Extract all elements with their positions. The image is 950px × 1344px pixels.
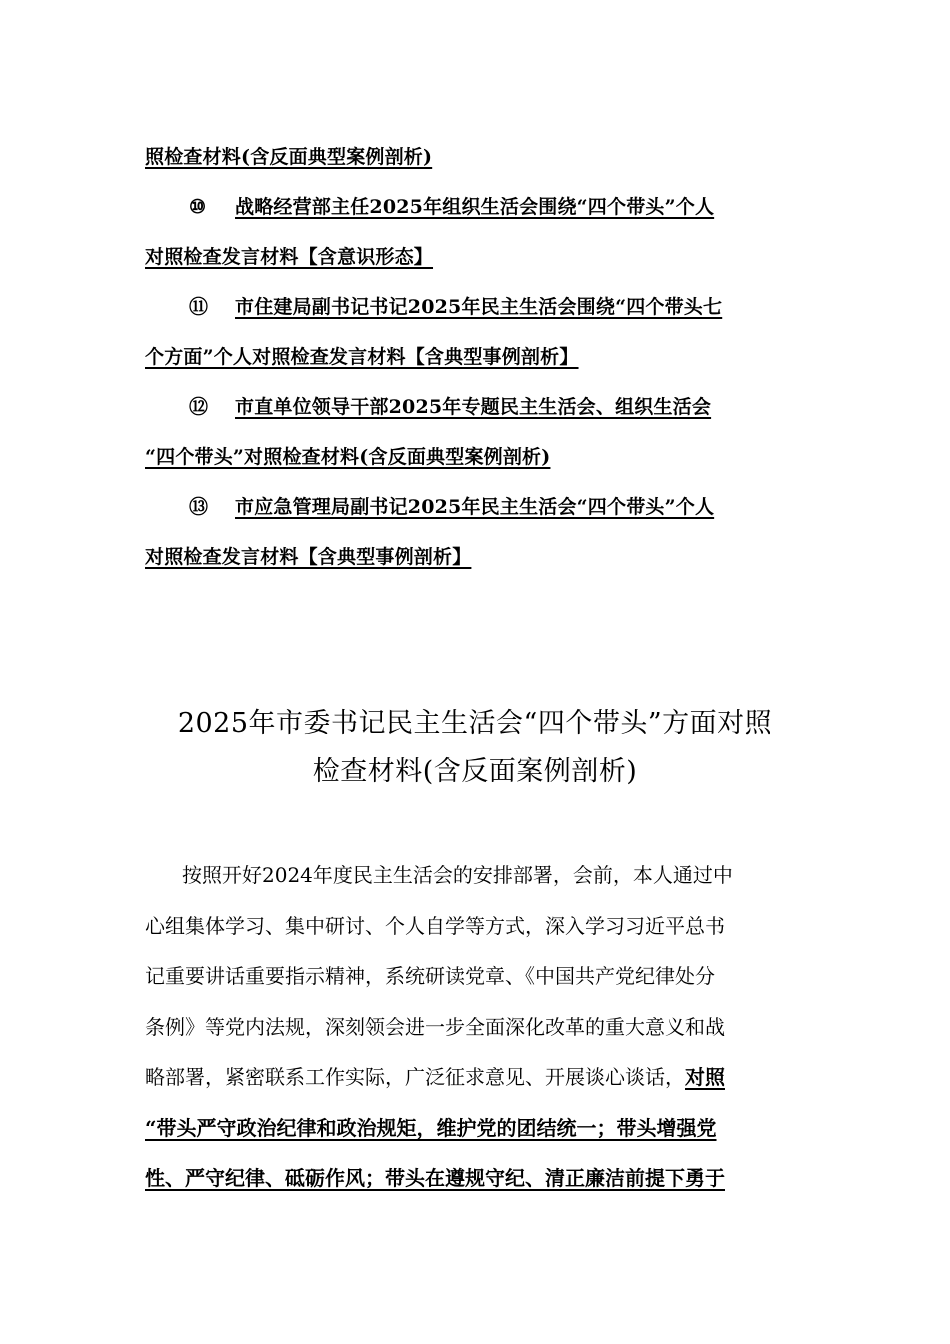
emphasis-text: “带头严守政治纪律和政治规矩，维护党的团结统一；带头增强党 [145, 1115, 717, 1140]
toc-item-number: ⑫ [189, 396, 209, 418]
toc-item-11[interactable] [145, 282, 805, 332]
toc-link-text[interactable]: “四个带头”对照检查材料(含反面典型案例剖析) [145, 446, 551, 468]
toc-item-number: ⑬ [189, 496, 209, 518]
toc-link-text[interactable]: 战略经营部主任2025年组织生活会围绕“四个带头”个人 [235, 196, 715, 218]
title-line: 2025年市委书记民主生活会“四个带头”方面对照 [177, 708, 773, 739]
body-text: 略部署，紧密联系工作实际，广泛征求意见、开展谈心谈话， [145, 1065, 685, 1089]
body-paragraph [145, 850, 807, 1204]
toc-line[interactable] [145, 332, 805, 382]
toc-list [145, 132, 805, 582]
toc-link-text[interactable]: 照检查材料(含反面典型案例剖析) [145, 146, 433, 168]
toc-link-text[interactable]: 对照检查发言材料【含典型事例剖析】 [145, 546, 472, 568]
body-line [145, 1052, 807, 1103]
toc-link-text[interactable]: 个方面”个人对照检查发言材料【含典型事例剖析】 [145, 346, 579, 368]
toc-line[interactable] [145, 132, 805, 182]
emphasis-text: 对照 [685, 1065, 725, 1089]
toc-link-text[interactable]: 对照检查发言材料【含意识形态】 [145, 246, 434, 268]
body-line: 按照开好2024年度民主生活会的安排部署，会前，本人通过中 [182, 863, 733, 887]
toc-line[interactable] [145, 532, 805, 582]
body-line: 记重要讲话重要指示精神，系统研读党章、《中国共产党纪律处分 [145, 964, 715, 988]
toc-link-text[interactable]: 市直单位领导干部2025年专题民主生活会、组织生活会 [235, 396, 712, 418]
title-line: 检查材料(含反面案例剖析) [312, 756, 638, 787]
body-line: 心组集体学习、集中研讨、个人自学等方式，深入学习习近平总书 [145, 913, 725, 938]
document-title [100, 700, 850, 796]
emphasis-text: 性、严守纪律、砥砺作风；带头在遵规守纪、清正廉洁前提下勇于 [145, 1166, 725, 1190]
toc-link-text[interactable]: 市应急管理局副书记2025年民主生活会“四个带头”个人 [235, 496, 715, 518]
toc-item-10[interactable] [145, 182, 805, 232]
toc-line[interactable] [145, 232, 805, 282]
body-line [145, 1103, 807, 1154]
toc-item-number: ⑪ [189, 296, 209, 318]
toc-item-12[interactable] [145, 382, 805, 432]
toc-item-13[interactable] [145, 482, 805, 532]
toc-item-number: ⑩ [189, 196, 207, 218]
body-line: 条例》等党内法规，深刻领会进一步全面深化改革的重大意义和战 [145, 1014, 725, 1039]
toc-link-text[interactable]: 市住建局副书记书记2025年民主生活会围绕“四个带头七 [235, 296, 723, 318]
toc-line[interactable] [145, 432, 805, 482]
body-line [145, 1153, 807, 1204]
